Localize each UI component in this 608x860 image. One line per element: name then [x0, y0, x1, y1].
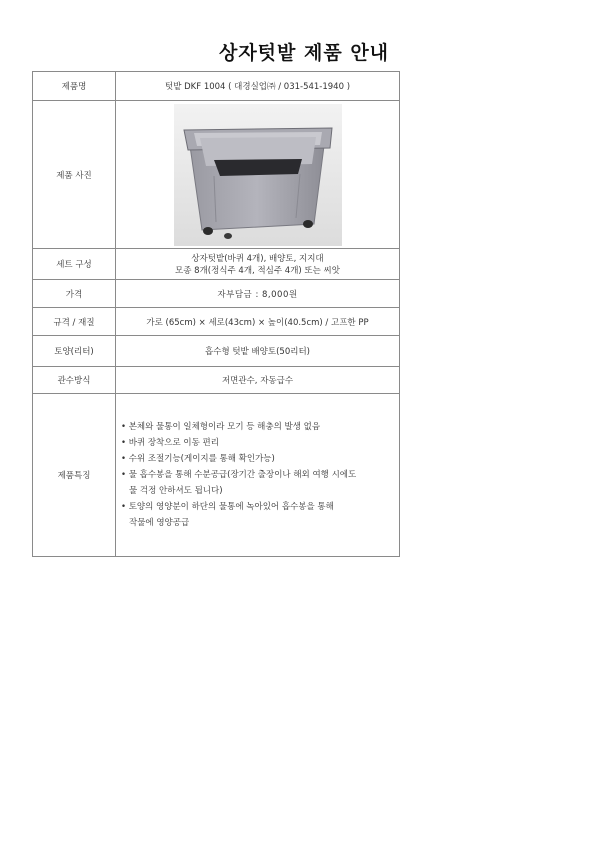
product-info-table — [32, 71, 400, 557]
row-set-composition — [33, 249, 400, 280]
feature-text: 물 흡수봉을 통해 수분공급(장기간 출장이나 해외 여행 시에도 — [128, 470, 357, 480]
row-product-photo — [33, 101, 400, 249]
feature-item: • 토양의 영양분이 하단의 물통에 녹아있어 흡수봉을 통해 — [121, 502, 334, 512]
features-list — [119, 419, 396, 531]
watering-value: 저면관수, 자동급수 — [116, 367, 400, 394]
soil-label: 토양(리터) — [33, 336, 116, 367]
planter-box-illustration — [174, 104, 342, 246]
feature-item-continuation: 물 걱정 안하셔도 됩니다) — [129, 486, 223, 496]
feature-text: 바퀴 장착으로 이동 편리 — [128, 438, 219, 448]
product-photo-cell — [116, 101, 400, 249]
page-title: 상자텃밭 제품 안내 — [218, 42, 390, 64]
feature-item: • 바퀴 장착으로 이동 편리 — [121, 438, 219, 448]
features-cell — [116, 394, 400, 557]
row-features — [33, 394, 400, 557]
size-material-value: 가로 (65cm) × 세로(43cm) × 높이(40.5cm) / 고프한 PP — [116, 308, 400, 336]
set-composition-line1: 상자텃밭(바퀴 4개), 배양토, 지지대 — [191, 254, 324, 264]
row-watering — [33, 367, 400, 394]
product-photo-label: 제품 사진 — [33, 101, 116, 249]
price-value: 자부담금 : 8,000원 — [116, 280, 400, 308]
row-soil — [33, 336, 400, 367]
row-price — [33, 280, 400, 308]
soil-value: 흡수형 텃밭 배양토(50리터) — [116, 336, 400, 367]
set-composition-label: 세트 구성 — [33, 249, 116, 280]
price-label: 가격 — [33, 280, 116, 308]
set-composition-value — [116, 249, 400, 280]
features-label: 제품특징 — [33, 394, 116, 557]
feature-text: 수위 조절기능(게이지를 통해 확인가능) — [128, 454, 275, 464]
product-name-value: 텃밭 DKF 1004 ( 대경실업㈜ / 031-541-1940 ) — [116, 72, 400, 101]
feature-item: • 수위 조절기능(게이지를 통해 확인가능) — [121, 454, 275, 464]
feature-text: 본체와 물통이 일체형이라 모기 등 해충의 발생 없음 — [128, 422, 321, 432]
product-photo — [174, 104, 342, 246]
product-name-label: 제품명 — [33, 72, 116, 101]
row-size-material — [33, 308, 400, 336]
feature-item: • 물 흡수봉을 통해 수분공급(장기간 출장이나 해외 여행 시에도 — [121, 470, 357, 480]
feature-item-continuation: 작물에 영양공급 — [129, 518, 190, 528]
feature-item: • 본체와 물통이 일체형이라 모기 등 해충의 발생 없음 — [121, 422, 321, 432]
size-material-label: 규격 / 재질 — [33, 308, 116, 336]
watering-label: 관수방식 — [33, 367, 116, 394]
feature-text: 토양의 영양분이 하단의 물통에 녹아있어 흡수봉을 통해 — [128, 502, 334, 512]
row-product-name — [33, 72, 400, 101]
set-composition-line2: 모종 8개(정식주 4개, 적심주 4개) 또는 씨앗 — [175, 266, 340, 276]
